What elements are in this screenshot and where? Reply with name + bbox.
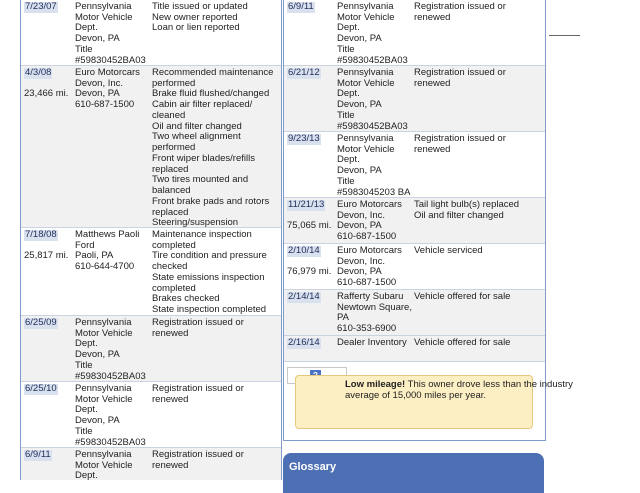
source-line: Rafferty Subaru: [337, 291, 404, 302]
history-row: [284, 66, 545, 132]
record-comments: [414, 338, 542, 349]
record-source: [75, 68, 151, 111]
record-source: [75, 2, 151, 66]
source-line: Motor Vehicle: [75, 327, 133, 339]
source-line: Title: [75, 43, 93, 55]
source-line: Devon, PA: [337, 266, 382, 278]
record-comments: [414, 134, 542, 155]
record-date: 7/18/08: [25, 229, 57, 240]
source-line: Pennsylvania: [337, 133, 394, 144]
history-row: [21, 448, 281, 480]
source-line: Devon, PA: [337, 33, 382, 45]
source-line: Title: [337, 43, 355, 55]
comment-line: Recommended maintenance performed: [152, 67, 274, 89]
source-line: Devon, PA: [75, 349, 120, 361]
record-date-cell: [24, 68, 72, 79]
record-comments: [152, 384, 280, 405]
comment-line: State emissions inspection completed: [152, 271, 265, 294]
record-date-cell: [287, 200, 335, 211]
source-line: Devon, PA: [75, 415, 120, 427]
source-line: Dept.: [75, 338, 98, 350]
source-line: Devon, PA: [337, 99, 382, 111]
comment-line: Front wiper blades/refills replaced: [152, 152, 255, 175]
comment-line: Maintenance inspection completed: [152, 229, 252, 251]
comment-line: Steering/suspension: [152, 217, 239, 228]
record-source: [337, 338, 413, 349]
history-row: [284, 244, 545, 290]
source-line: Devon, Inc.: [75, 77, 124, 89]
history-row: [21, 66, 281, 228]
record-source: [75, 450, 151, 480]
record-date: 4/3/08: [25, 67, 52, 78]
record-date-cell: [287, 292, 335, 303]
source-line: Ford: [75, 239, 95, 251]
comment-line: Registration issued or renewed: [152, 449, 244, 471]
record-source: [337, 134, 413, 198]
source-line: Newtown Square,: [337, 301, 412, 313]
source-line: 610-687-1500: [337, 277, 397, 289]
record-date-cell: [287, 338, 335, 349]
record-date: 6/9/11: [288, 1, 314, 12]
record-date-cell: [24, 318, 72, 329]
source-line: Title: [75, 425, 93, 437]
comment-line: Two tires mounted and balanced: [152, 174, 249, 197]
record-date: 2/10/14: [288, 245, 320, 256]
comment-line: Loan or lien reported: [152, 22, 240, 34]
source-line: #59830452BA03: [75, 54, 146, 66]
source-line: Matthews Paoli: [75, 229, 140, 240]
source-line: #59830452BA03: [337, 120, 408, 132]
source-line: Pennsylvania: [75, 449, 132, 460]
history-row: [284, 290, 545, 336]
comment-line: Brakes checked: [152, 293, 220, 305]
source-line: Paoli, PA: [75, 250, 114, 262]
source-line: Title: [75, 359, 93, 371]
divider-line: [549, 35, 580, 36]
comment-line: Tire condition and pressure checked: [152, 250, 267, 273]
source-line: Motor Vehicle: [75, 393, 133, 405]
record-comments: [152, 318, 280, 339]
comment-line: Front brake pads and rotors replaced: [152, 195, 270, 218]
source-line: 610-353-6900: [337, 323, 397, 335]
record-comments: [414, 292, 542, 303]
source-line: 610-644-4700: [75, 261, 135, 273]
record-source: [337, 246, 413, 289]
glossary-title: Glossary: [289, 461, 337, 473]
low-mileage-callout: [295, 375, 573, 429]
record-date: 6/9/11: [25, 449, 51, 460]
source-line: 610-687-1500: [75, 99, 135, 111]
record-comments: [414, 246, 542, 257]
source-line: Motor Vehicle: [75, 11, 133, 23]
source-line: Devon, PA: [337, 165, 382, 177]
record-date-cell: [287, 134, 335, 145]
history-row: [21, 382, 281, 448]
source-line: #5983045203 BA: [337, 186, 411, 198]
source-line: PA: [337, 312, 349, 324]
source-line: Dept.: [75, 404, 98, 416]
source-line: Devon, PA: [75, 88, 120, 100]
source-line: 610-687-1500: [337, 231, 397, 243]
source-line: Title: [337, 109, 355, 121]
record-date: 9/23/13: [288, 133, 320, 144]
comment-line: Brake fluid flushed/changed: [152, 88, 270, 100]
comment-line: Title issued or updated: [152, 1, 248, 12]
record-date-cell: [287, 2, 335, 13]
record-source: [337, 292, 413, 335]
source-line: Dept.: [75, 470, 98, 480]
source-line: Pennsylvania: [75, 1, 132, 12]
source-line: Motor Vehicle: [337, 11, 395, 23]
source-line: #59830452BA03: [337, 54, 408, 66]
history-row: [284, 336, 545, 362]
glossary-header[interactable]: [283, 453, 544, 493]
record-mileage: 76,979 mi.: [287, 266, 332, 277]
record-date-cell: [24, 2, 72, 13]
comment-line: Registration issued or renewed: [414, 67, 506, 89]
comment-line: Cabin air filter replaced/ cleaned: [152, 99, 253, 121]
comment-line: Registration issued or renewed: [152, 383, 244, 405]
source-line: Euro Motorcars: [75, 67, 140, 78]
comment-line: New owner reported: [152, 11, 238, 23]
comment-line: Oil and filter changed: [414, 209, 504, 221]
record-comments: [152, 2, 280, 34]
comment-line: State inspection completed: [152, 304, 267, 316]
record-date-cell: [24, 230, 72, 241]
comment-line: Two wheel alignment performed: [152, 131, 241, 154]
record-comments: [152, 68, 280, 228]
source-line: Dept.: [337, 154, 360, 166]
source-line: Motor Vehicle: [337, 143, 395, 155]
source-line: Euro Motorcars: [337, 245, 402, 256]
record-source: [337, 200, 413, 243]
comment-line: Registration issued or renewed: [414, 1, 506, 23]
record-date-cell: [287, 68, 335, 79]
record-date-cell: [24, 384, 72, 395]
source-line: Title: [337, 175, 355, 187]
record-date-cell: [287, 246, 335, 257]
record-comments: [152, 450, 280, 471]
source-line: Devon, Inc.: [337, 209, 386, 221]
history-column-left: [20, 0, 282, 480]
history-row: [284, 0, 545, 66]
history-row: [21, 0, 281, 66]
source-line: #59830452BA03: [75, 436, 146, 448]
record-date: 6/25/10: [25, 383, 57, 394]
comment-line: Vehicle offered for sale: [414, 291, 511, 302]
record-source: [337, 2, 413, 66]
record-mileage: 75,065 mi.: [287, 220, 332, 231]
record-mileage: 23,466 mi.: [24, 88, 69, 99]
record-comments: [152, 230, 280, 316]
history-row: [21, 228, 281, 316]
source-line: Euro Motorcars: [337, 199, 402, 210]
source-line: Devon, PA: [337, 220, 382, 232]
low-mileage-text: Low mileage! This owner drove less than the industry average of 15,000 miles per year.: [345, 379, 573, 401]
record-date: 11/21/13: [288, 199, 325, 210]
record-date: 6/21/12: [288, 67, 320, 78]
source-line: Dealer Inventory: [337, 337, 407, 348]
record-source: [75, 318, 151, 382]
source-line: Motor Vehicle: [75, 459, 133, 471]
record-source: [75, 230, 151, 273]
history-row: [284, 132, 545, 198]
record-comments: [414, 2, 542, 23]
record-comments: [414, 68, 542, 89]
record-source: [337, 68, 413, 132]
record-date-cell: [24, 450, 72, 461]
comment-line: Oil and filter changed: [152, 120, 242, 132]
record-mileage: 25,817 mi.: [24, 250, 69, 261]
source-line: Motor Vehicle: [337, 77, 395, 89]
source-line: Pennsylvania: [75, 383, 132, 394]
record-date: 2/16/14: [288, 337, 320, 348]
record-date: 7/23/07: [25, 1, 57, 12]
comment-line: Registration issued or renewed: [152, 317, 244, 339]
low-mileage-title: Low mileage!: [345, 379, 406, 390]
record-date: 6/25/09: [25, 317, 57, 328]
history-row: [21, 316, 281, 382]
source-line: Dept.: [337, 22, 360, 34]
source-line: Pennsylvania: [337, 1, 394, 12]
source-line: Dept.: [75, 22, 98, 34]
source-line: Pennsylvania: [337, 67, 394, 78]
record-source: [75, 384, 151, 448]
comment-line: Tail light bulb(s) replaced: [414, 199, 520, 210]
source-line: Dept.: [337, 88, 360, 100]
record-date: 2/14/14: [288, 291, 320, 302]
source-line: Devon, Inc.: [337, 255, 386, 267]
source-line: #59830452BA03: [75, 370, 146, 382]
comment-line: Vehicle serviced: [414, 245, 483, 256]
source-line: Pennsylvania: [75, 317, 132, 328]
comment-line: Registration issued or renewed: [414, 133, 506, 155]
history-row: [284, 198, 545, 244]
record-comments: [414, 200, 542, 221]
source-line: Devon, PA: [75, 33, 120, 45]
comment-line: Vehicle offered for sale: [414, 337, 511, 348]
